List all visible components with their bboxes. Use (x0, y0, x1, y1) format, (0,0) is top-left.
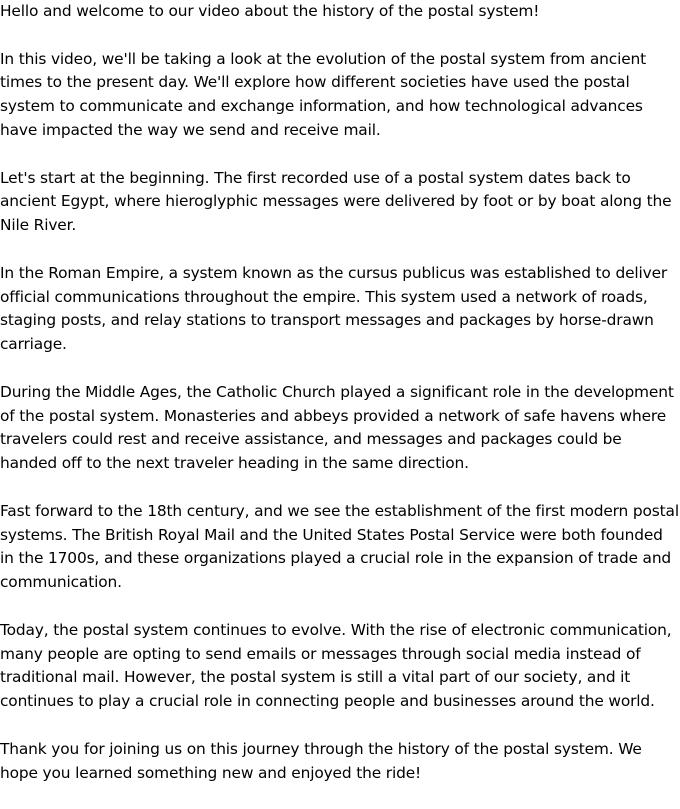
roman-empire-paragraph: In the Roman Empire, a system known as the cursus publicus was established to deliver official communications throughout the empire. This system used a network of roads, staging posts, and relay stations to transport messages and packages by horse-drawn carriage. (0, 263, 668, 354)
greeting-paragraph: Hello and welcome to our video about the history of the postal system! (0, 2, 540, 20)
ancient-egypt-paragraph: Let's start at the beginning. The first recorded use of a postal system dates back to ancient Egypt, where hieroglyphic messages were delivered by foot or by boat along the Nile River. (0, 168, 672, 235)
today-paragraph: Today, the postal system continues to evolve. With the rise of electronic communication, many people are opting to send emails or messages through social media instead of traditional mail. However, the postal system is still a vital part of our society, and it continues to play a crucial role in connecting people and businesses around the world. (0, 620, 672, 711)
closing-paragraph: Thank you for joining us on this journey through the history of the postal system. We hope you learned something new and enjoyed the ride! (0, 739, 642, 782)
eighteenth-century-paragraph: Fast forward to the 18th century, and we see the establishment of the first modern postal systems. The British Royal Mail and the United States Postal Service were both founded in the 1700s, and these organizations played a crucial role in the expansion of trade and communication. (0, 501, 679, 592)
intro-paragraph: In this video, we'll be taking a look at the evolution of the postal system from ancient times to the present day. We'll explore how different societies have used the postal system to communicate and exchange information, and how technological advances have impacted the way we send and receive mail. (0, 49, 646, 139)
middle-ages-paragraph: During the Middle Ages, the Catholic Church played a significant role in the development of the postal system. Monasteries and abbeys provided a network of safe havens where travelers could rest and receive assistance, and messages and packages could be handed off to the next traveler heading in the same direction. (0, 382, 674, 473)
